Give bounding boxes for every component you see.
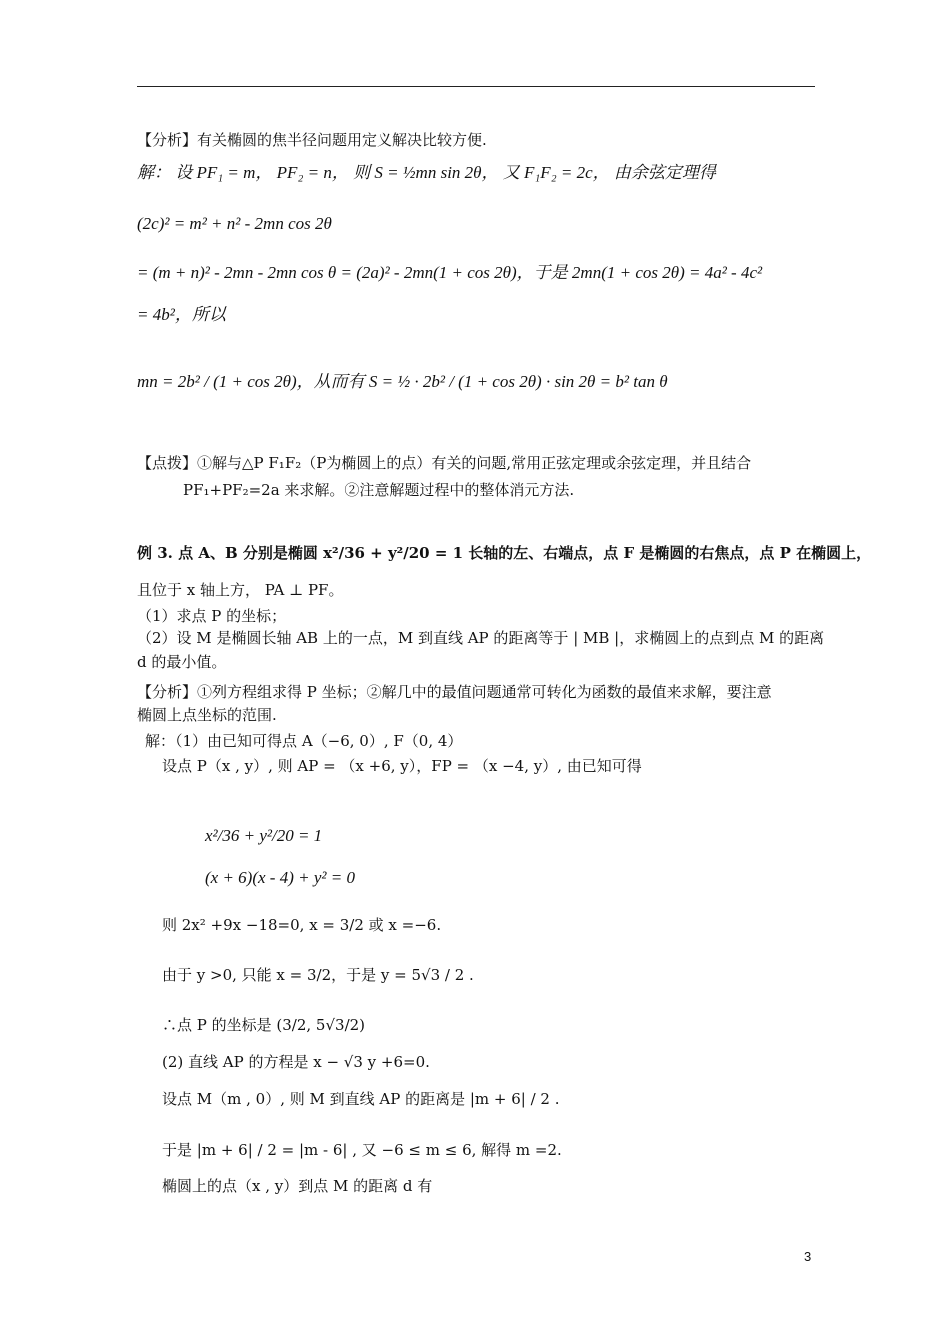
point-p-line: ∴点 P 的坐标是 (3/2, 5√3/2) [162, 1016, 366, 1034]
cosine-law-line: (2c)² = m² + n² - 2mn cos 2θ [137, 214, 332, 233]
question-1: （1）求点 P 的坐标； [137, 607, 287, 625]
system-eq-2: (x + 6)(x - 4) + y² = 0 [205, 868, 355, 887]
page-number: 3 [804, 1249, 812, 1264]
tip-line-2: PF₁+PF₂=2a 来求解。②注意解题过程中的整体消元方法. [183, 481, 575, 499]
header-rule [137, 86, 815, 87]
line-ap-equation: (2) 直线 AP 的方程是 x − √3 y +6=0. [162, 1053, 430, 1071]
analysis-2-line-2: 椭圆上点坐标的范围. [137, 706, 277, 724]
expansion-line: = (m + n)² - 2mn - 2mn cos θ = (2a)² - 2mn(1 + cos 2θ)，于是 2mn(1 + cos 2θ) = 4a² - 4c² [137, 263, 763, 282]
quadratic-line: 则 2x² +9x −18=0, x = 3/2 或 x =−6. [162, 916, 442, 934]
analysis-line: 【分析】有关椭圆的焦半径问题用定义解决比较方便. [137, 131, 487, 149]
distance-line: 设点 M（m , 0）, 则 M 到直线 AP 的距离是 |m + 6| / 2 . [162, 1090, 560, 1108]
solution-2-line-2: 设点 P（x , y）, 则 AP = （x +6, y），FP = （x −4, y）, 由已知可得 [162, 757, 642, 775]
solution-line-1: 解： 设 PF₁ = m， PF₂ = n， 则 S = ½mn sin 2θ， 又 F₁F₂ = 2c， 由余弦定理得 [137, 163, 716, 182]
example-condition-line: 且位于 x 轴上方， PA ⊥ PF。 [137, 581, 344, 599]
final-line: 椭圆上的点（x , y）到点 M 的距离 d 有 [162, 1177, 433, 1195]
solve-m-line: 于是 |m + 6| / 2 = |m - 6| , 又 −6 ≤ m ≤ 6, 解得 m =2. [162, 1141, 562, 1159]
question-2-line-2: d 的最小值。 [137, 653, 227, 671]
example-title-line: 例 3. 点 A、B 分别是椭圆 x²/36 + y²/20 = 1 长轴的左、右端点，点 F 是椭圆的右焦点，点 P 在椭圆上， [137, 544, 872, 562]
result-line: = 4b²，所以 [137, 305, 226, 324]
analysis-2-line-1: 【分析】①列方程组求得 P 坐标；②解几中的最值问题通常可转化为函数的最值来求解，要注意 [137, 683, 772, 701]
area-formula-line: mn = 2b² / (1 + cos 2θ)，从而有 S = ½ · 2b² / (1 + cos 2θ) · sin 2θ = b² tan θ [137, 372, 668, 391]
y-value-line: 由于 y >0, 只能 x = 3/2，于是 y = 5√3 / 2 . [162, 966, 474, 984]
system-eq-1: x²/36 + y²/20 = 1 [205, 826, 323, 845]
question-2-line-1: （2）设 M 是椭圆长轴 AB 上的一点，M 到直线 AP 的距离等于 | MB |，求椭圆上的点到点 M 的距离 [137, 629, 825, 647]
solution-2-line-1: 解：（1）由已知可得点 A（−6, 0）, F（0, 4） [145, 732, 463, 750]
tip-line-1: 【点拨】①解与△P F₁F₂（P为椭圆上的点）有关的问题,常用正弦定理或余弦定理，并且结合 [137, 454, 752, 472]
